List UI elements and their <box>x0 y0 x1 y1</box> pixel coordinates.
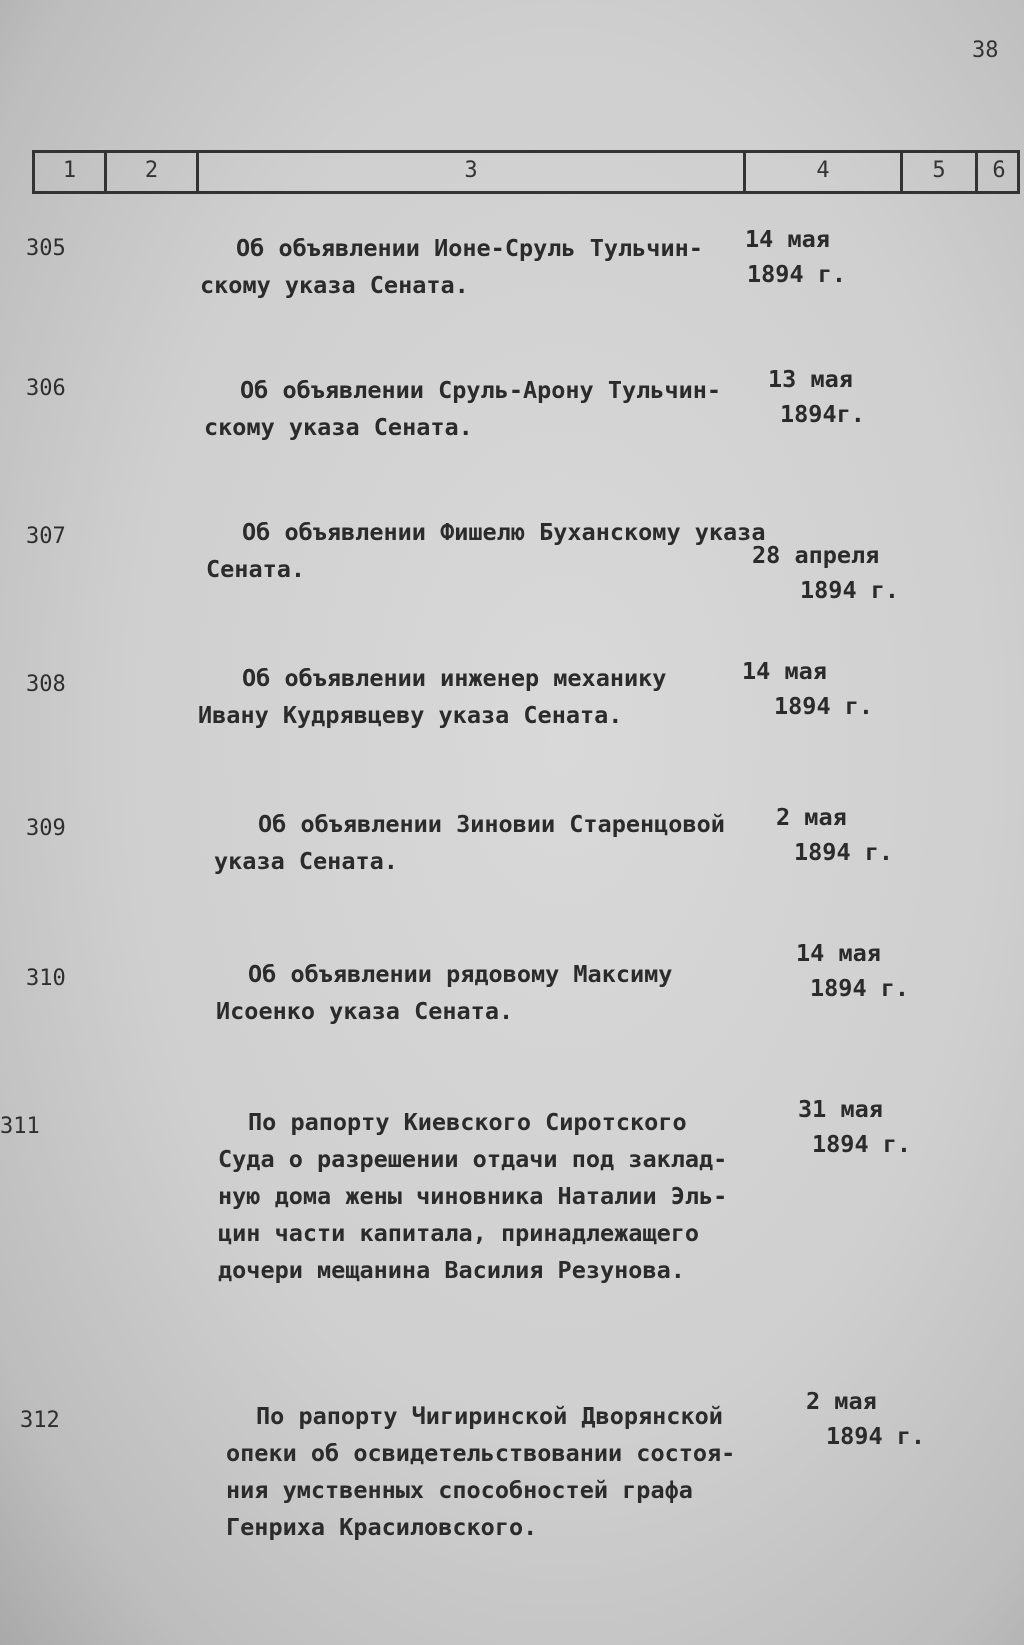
entry-text-line: Об объявлении Ионе-Сруль Тульчин- <box>236 234 703 262</box>
entry-text-line: цин части капитала, принадлежащего <box>218 1219 700 1247</box>
entry-text-line: ную дома жены чиновника Наталии Эль- <box>218 1182 728 1210</box>
column-header-3: 3 <box>199 153 746 191</box>
entry-text-line: Генриха Красиловского. <box>226 1513 538 1541</box>
entry-text-line: Суда о разрешении отдачи под заклад- <box>218 1145 728 1173</box>
entry-date-line: 28 апреля <box>752 541 880 569</box>
entry-number: 311 <box>0 1114 40 1139</box>
entry-text-line: указа Сената. <box>214 847 398 875</box>
entry-text <box>226 1398 735 1546</box>
entry-text <box>204 372 721 446</box>
column-header-6: 6 <box>992 158 1006 183</box>
entry-number: 309 <box>26 816 66 841</box>
column-header-5: 5 <box>903 153 978 191</box>
entry-text-line: Об объявлении инженер механику <box>242 664 667 692</box>
entry-date <box>768 362 865 432</box>
entry-date-line: 1894 г. <box>774 692 874 720</box>
column-header-4: 4 <box>746 153 903 191</box>
entry-date-line: 14 мая <box>742 657 827 685</box>
entry-text-line: ния умственных способностей графа <box>226 1476 693 1504</box>
entry-date <box>798 1092 911 1162</box>
column-header-2: 2 <box>107 153 199 191</box>
entry-text-line: Ивану Кудрявцеву указа Сената. <box>198 701 623 729</box>
entry-text-line: Об объявлении Фишелю Буханскому указа <box>242 518 766 546</box>
entry-number: 306 <box>26 376 66 401</box>
entry-date <box>796 936 909 1006</box>
entry-date-line: 1894 г. <box>812 1130 912 1158</box>
entry-date-line: 14 мая <box>796 939 881 967</box>
entry-date <box>745 222 846 292</box>
entry-text-line: Об объявлении рядовому Максиму <box>248 960 673 988</box>
entry-text-line: скому указа Сената. <box>200 271 469 299</box>
entry-number: 305 <box>26 236 66 261</box>
entry-date-line: 1894 г. <box>747 260 847 288</box>
entry-date-line: 1894 г. <box>810 974 910 1002</box>
entry-text <box>214 806 725 880</box>
entry-text-line: Об объявлении Сруль-Арону Тульчин- <box>240 376 722 404</box>
entry-number: 312 <box>20 1408 60 1433</box>
entry-number: 310 <box>26 966 66 991</box>
entry-date-line: 13 мая <box>768 365 853 393</box>
entry-text-line: Сената. <box>206 555 306 583</box>
entry-text-line: Исоенко указа Сената. <box>216 997 514 1025</box>
entry-number: 307 <box>26 524 66 549</box>
entry-date-line: 1894 г. <box>794 838 894 866</box>
entry-text <box>198 660 666 734</box>
entry-date <box>776 800 893 870</box>
column-header-1: 1 <box>35 153 107 191</box>
column-header-table <box>32 150 1020 194</box>
entry-text-line: По рапорту Киевского Сиротского <box>248 1108 687 1136</box>
entry-date <box>742 654 873 724</box>
entry-text-line: дочери мещанина Василия Резунова. <box>218 1256 685 1284</box>
entry-date-line: 31 мая <box>798 1095 883 1123</box>
entry-text-line: Об объявлении Зиновии Старенцовой <box>258 810 725 838</box>
entry-text <box>206 514 765 588</box>
entry-date <box>806 1384 925 1454</box>
page-number: 38 <box>972 38 999 63</box>
entry-date-line: 2 мая <box>806 1387 877 1415</box>
entry-text <box>216 956 672 1030</box>
entry-date-line: 2 мая <box>776 803 847 831</box>
entry-date-line: 1894 г. <box>800 576 900 604</box>
entry-text-line: опеки об освидетельствовании состоя- <box>226 1439 736 1467</box>
entry-text-line: По рапорту Чигиринской Дворянской <box>256 1402 723 1430</box>
entry-date-line: 14 мая <box>745 225 830 253</box>
entry-number: 308 <box>26 672 66 697</box>
entry-text <box>200 230 703 304</box>
entry-date-line: 1894г. <box>780 400 865 428</box>
entry-text-line: скому указа Сената. <box>204 413 473 441</box>
entry-date <box>752 538 899 608</box>
entry-date-line: 1894 г. <box>826 1422 926 1450</box>
entry-text <box>218 1104 727 1289</box>
